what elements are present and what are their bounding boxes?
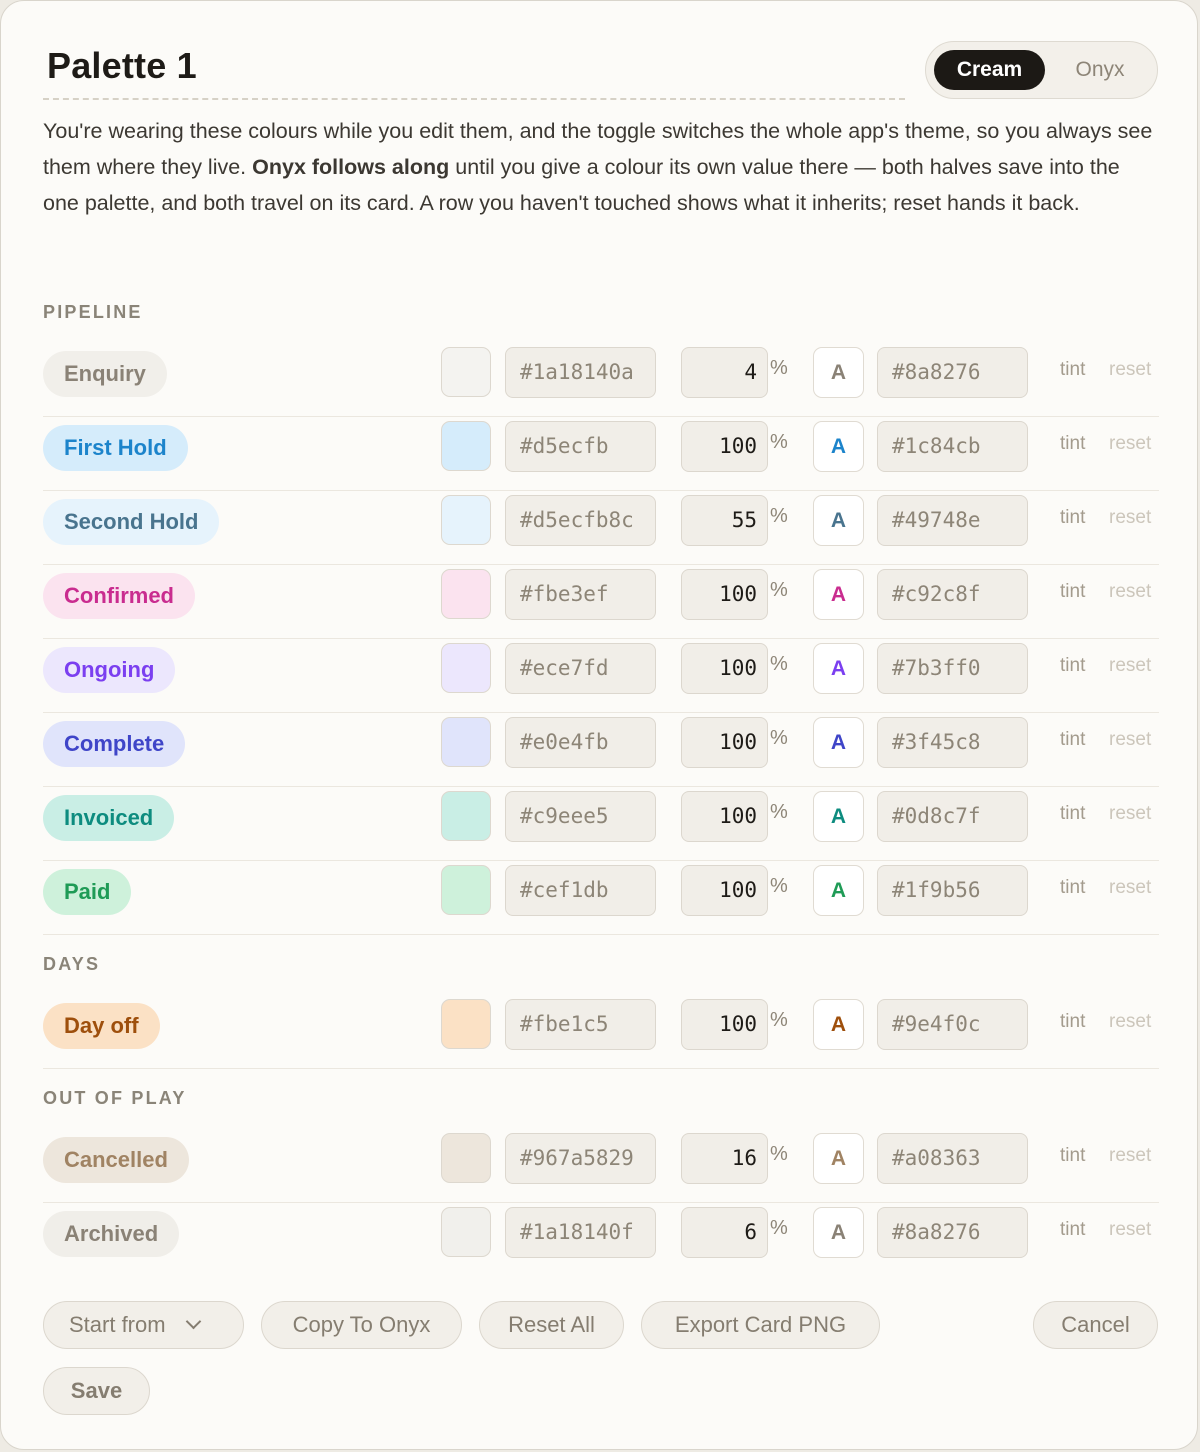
- page-title: Palette 1: [47, 45, 197, 86]
- foreground-preview[interactable]: A: [813, 495, 864, 546]
- title-underline: [43, 98, 905, 100]
- tint-link[interactable]: tint: [1060, 877, 1086, 898]
- opacity-input[interactable]: 4: [681, 347, 768, 398]
- reset-link[interactable]: reset: [1109, 877, 1152, 898]
- foreground-preview[interactable]: A: [813, 643, 864, 694]
- background-swatch[interactable]: [441, 791, 491, 841]
- theme-option-onyx[interactable]: Onyx: [1075, 58, 1125, 81]
- foreground-hex-input[interactable]: #1c84cb: [877, 421, 1028, 472]
- palette-row: [43, 787, 1159, 861]
- background-hex-input[interactable]: #ece7fd: [505, 643, 656, 694]
- reset-link[interactable]: reset: [1109, 1011, 1152, 1032]
- opacity-input[interactable]: 100: [681, 643, 768, 694]
- foreground-preview[interactable]: A: [813, 421, 864, 472]
- intro-text-part2: until you give a colour its own value there — both halves save into the one palette, and both travel on its card. A row you haven't touched shows what it inherits; reset hands it back.: [43, 155, 1120, 215]
- palette-row: [43, 639, 1159, 713]
- reset-link[interactable]: reset: [1109, 359, 1152, 380]
- section-title: PIPELINE: [43, 302, 143, 322]
- percent-sign: %: [770, 431, 788, 453]
- section-title: OUT OF PLAY: [43, 1088, 187, 1108]
- opacity-input[interactable]: 100: [681, 569, 768, 620]
- background-hex-input[interactable]: #d5ecfb8c: [505, 495, 656, 546]
- section-title: DAYS: [43, 954, 101, 974]
- background-swatch[interactable]: [441, 421, 491, 471]
- status-pill-first-hold[interactable]: First Hold: [43, 425, 188, 471]
- foreground-preview[interactable]: A: [813, 791, 864, 842]
- chevron-down-icon: [185, 1314, 201, 1330]
- status-pill-paid[interactable]: Paid: [43, 869, 131, 915]
- foreground-preview[interactable]: A: [813, 569, 864, 620]
- foreground-preview[interactable]: A: [813, 1207, 864, 1258]
- background-hex-input[interactable]: #1a18140a: [505, 347, 656, 398]
- background-hex-input[interactable]: #e0e4fb: [505, 717, 656, 768]
- opacity-input[interactable]: 100: [681, 791, 768, 842]
- percent-sign: %: [770, 505, 788, 527]
- percent-sign: %: [770, 357, 788, 379]
- background-hex-input[interactable]: #967a5829: [505, 1133, 656, 1184]
- background-swatch[interactable]: [441, 347, 491, 397]
- percent-sign: %: [770, 875, 788, 897]
- cancel-button[interactable]: Cancel: [1033, 1301, 1158, 1349]
- background-swatch[interactable]: [441, 1207, 491, 1257]
- status-pill-day-off[interactable]: Day off: [43, 1003, 160, 1049]
- percent-sign: %: [770, 579, 788, 601]
- foreground-preview[interactable]: A: [813, 347, 864, 398]
- status-pill-cancelled[interactable]: Cancelled: [43, 1137, 189, 1183]
- background-swatch[interactable]: [441, 643, 491, 693]
- theme-toggle[interactable]: [925, 41, 1158, 99]
- reset-link[interactable]: reset: [1109, 433, 1152, 454]
- tint-link[interactable]: tint: [1060, 729, 1086, 750]
- percent-sign: %: [770, 1009, 788, 1031]
- status-pill-second-hold[interactable]: Second Hold: [43, 499, 219, 545]
- palette-row: [43, 1129, 1159, 1203]
- start-from-dropdown[interactable]: [43, 1301, 244, 1349]
- start-from-label: Start from: [69, 1312, 166, 1337]
- background-swatch[interactable]: [441, 1133, 491, 1183]
- tint-link[interactable]: tint: [1060, 359, 1086, 380]
- reset-link[interactable]: reset: [1109, 1145, 1152, 1166]
- tint-link[interactable]: tint: [1060, 507, 1086, 528]
- tint-link[interactable]: tint: [1060, 655, 1086, 676]
- background-swatch[interactable]: [441, 865, 491, 915]
- status-pill-archived[interactable]: Archived: [43, 1211, 179, 1257]
- palette-row: [43, 491, 1159, 565]
- percent-sign: %: [770, 727, 788, 749]
- foreground-hex-input[interactable]: #a08363: [877, 1133, 1028, 1184]
- tint-link[interactable]: tint: [1060, 803, 1086, 824]
- intro-text: [43, 113, 1153, 221]
- intro-text-bold: Onyx follows along: [252, 155, 450, 179]
- tint-link[interactable]: tint: [1060, 1219, 1086, 1240]
- opacity-input[interactable]: 55: [681, 495, 768, 546]
- foreground-hex-input[interactable]: #1f9b56: [877, 865, 1028, 916]
- tint-link[interactable]: tint: [1060, 1011, 1086, 1032]
- foreground-hex-input[interactable]: #0d8c7f: [877, 791, 1028, 842]
- foreground-hex-input[interactable]: #8a8276: [877, 1207, 1028, 1258]
- status-pill-invoiced[interactable]: Invoiced: [43, 795, 174, 841]
- background-hex-input[interactable]: #fbe3ef: [505, 569, 656, 620]
- background-hex-input[interactable]: #cef1db: [505, 865, 656, 916]
- reset-link[interactable]: reset: [1109, 655, 1152, 676]
- foreground-hex-input[interactable]: #3f45c8: [877, 717, 1028, 768]
- export-card-png-button[interactable]: Export Card PNG: [641, 1301, 880, 1349]
- palette-row: [43, 713, 1159, 787]
- background-hex-input[interactable]: #c9eee5: [505, 791, 656, 842]
- foreground-preview[interactable]: A: [813, 1133, 864, 1184]
- palette-row: [43, 861, 1159, 935]
- palette-row: [43, 343, 1159, 417]
- opacity-input[interactable]: 100: [681, 717, 768, 768]
- opacity-input[interactable]: 100: [681, 999, 768, 1050]
- foreground-hex-input[interactable]: #7b3ff0: [877, 643, 1028, 694]
- background-hex-input[interactable]: #1a18140f: [505, 1207, 656, 1258]
- background-hex-input[interactable]: #fbe1c5: [505, 999, 656, 1050]
- copy-to-onyx-button[interactable]: Copy To Onyx: [261, 1301, 462, 1349]
- opacity-input[interactable]: 16: [681, 1133, 768, 1184]
- tint-link[interactable]: tint: [1060, 1145, 1086, 1166]
- status-pill-complete[interactable]: Complete: [43, 721, 185, 767]
- opacity-input[interactable]: 100: [681, 865, 768, 916]
- background-hex-input[interactable]: #d5ecfb: [505, 421, 656, 472]
- foreground-hex-input[interactable]: #8a8276: [877, 347, 1028, 398]
- percent-sign: %: [770, 801, 788, 823]
- status-pill-confirmed[interactable]: Confirmed: [43, 573, 195, 619]
- opacity-input[interactable]: 6: [681, 1207, 768, 1258]
- reset-link[interactable]: reset: [1109, 1219, 1152, 1240]
- tint-link[interactable]: tint: [1060, 581, 1086, 602]
- background-swatch[interactable]: [441, 999, 491, 1049]
- background-swatch[interactable]: [441, 495, 491, 545]
- percent-sign: %: [770, 1217, 788, 1239]
- tint-link[interactable]: tint: [1060, 433, 1086, 454]
- reset-link[interactable]: reset: [1109, 581, 1152, 602]
- percent-sign: %: [770, 653, 788, 675]
- foreground-preview[interactable]: A: [813, 999, 864, 1050]
- reset-all-button[interactable]: Reset All: [479, 1301, 624, 1349]
- reset-link[interactable]: reset: [1109, 729, 1152, 750]
- percent-sign: %: [770, 1143, 788, 1165]
- reset-link[interactable]: reset: [1109, 803, 1152, 824]
- save-button[interactable]: Save: [43, 1367, 150, 1415]
- reset-link[interactable]: reset: [1109, 507, 1152, 528]
- status-pill-enquiry[interactable]: Enquiry: [43, 351, 167, 397]
- palette-row: [43, 995, 1159, 1069]
- palette-row: [43, 565, 1159, 639]
- background-swatch[interactable]: [441, 569, 491, 619]
- palette-row: [43, 1203, 1159, 1277]
- status-pill-ongoing[interactable]: Ongoing: [43, 647, 175, 693]
- foreground-hex-input[interactable]: #9e4f0c: [877, 999, 1028, 1050]
- opacity-input[interactable]: 100: [681, 421, 768, 472]
- foreground-hex-input[interactable]: #c92c8f: [877, 569, 1028, 620]
- background-swatch[interactable]: [441, 717, 491, 767]
- foreground-preview[interactable]: A: [813, 865, 864, 916]
- intro-text-part1: You're wearing these colours while you edit them, and the toggle switches the whole app's theme, so you always see them where they live.: [43, 119, 1153, 179]
- theme-option-cream[interactable]: Cream: [934, 50, 1045, 90]
- palette-row: [43, 417, 1159, 491]
- foreground-hex-input[interactable]: #49748e: [877, 495, 1028, 546]
- foreground-preview[interactable]: A: [813, 717, 864, 768]
